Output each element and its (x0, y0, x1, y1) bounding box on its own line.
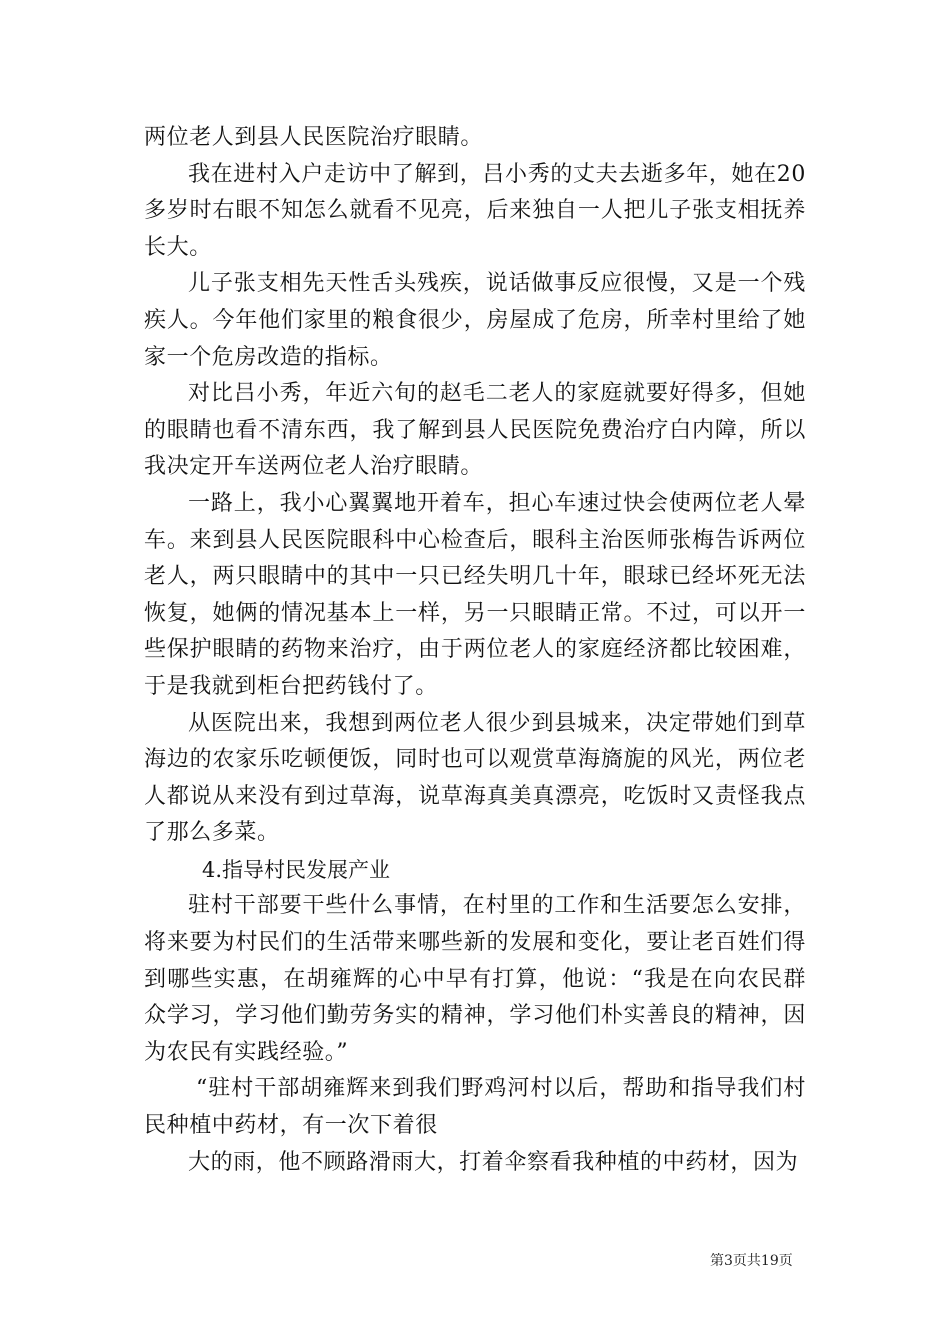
section-heading: 4.指导村民发展产业 (202, 857, 391, 882)
paragraph-quote-continued: 大的雨，他不顾路滑雨大，打着伞察看我种植的中药材，因为 (188, 1149, 799, 1175)
paragraph-zhao-maoer: 对比吕小秀，年近六旬的赵毛二老人的家庭就要好得多，但她的眼睛也看不清东西，我了解到县人民医院免费治疗白内障，所以我决定开车送两位老人治疗眼睛。 (144, 381, 806, 480)
paragraph-hospital-trip: 一路上，我小心翼翼地开着车，担心车速过快会使两位老人晕车。来到县人民医院眼科中心检查后，眼科主治医师张梅告诉两位老人，两只眼睛中的其中一只已经失明几十年，眼球已经坏死无法恢复，她俩的情况基本上一样，另一只眼睛正常。不过，可以开一些保护眼睛的药物来治疗，由于两位老人的家庭经济都比较困难，于是我就到柜台把药钱付了。 (144, 490, 806, 699)
paragraph-quote-start: “驻村干部胡雍辉来到我们野鸡河村以后，帮助和指导我们村民种植中药材，有一次下着很 (144, 1076, 806, 1139)
body-text (144, 120, 806, 1181)
paragraph-cadre-plans: 驻村干部要干些什么事情，在村里的工作和生活要怎么安排，将来要为村民们的生活带来哪些新的发展和变化，要让老百姓们得到哪些实惠，在胡雍辉的心中早有打算，他说：“我是在向农民群众学习，学习他们勤劳务实的精神，学习他们朴实善良的精神，因为农民有实践经验。” (144, 893, 806, 1065)
paragraph-continuation: 两位老人到县人民医院治疗眼睛。 (144, 125, 484, 150)
paragraph-caohai-meal: 从医院出来，我想到两位老人很少到县城来，决定带她们到草海边的农家乐吃顿便饭，同时也可以观赏草海旖旎的风光，两位老人都说从来没有到过草海，说草海真美真漂亮，吃饭时又责怪我点了那么多菜。 (144, 710, 806, 846)
paragraph-village-visit: 我在进村入户走访中了解到，吕小秀的丈夫去逝多年，她在20多岁时右眼不知怎么就看不见亮，后来独自一人把儿子张支相抚养长大。 (144, 161, 806, 260)
paragraph-son-disability: 儿子张支相先天性舌头残疾，说话做事反应很慢，又是一个残疾人。今年他们家里的粮食很少，房屋成了危房，所幸村里给了她家一个危房改造的指标。 (144, 271, 806, 370)
page-number: 第3页共19页 (710, 1253, 793, 1269)
